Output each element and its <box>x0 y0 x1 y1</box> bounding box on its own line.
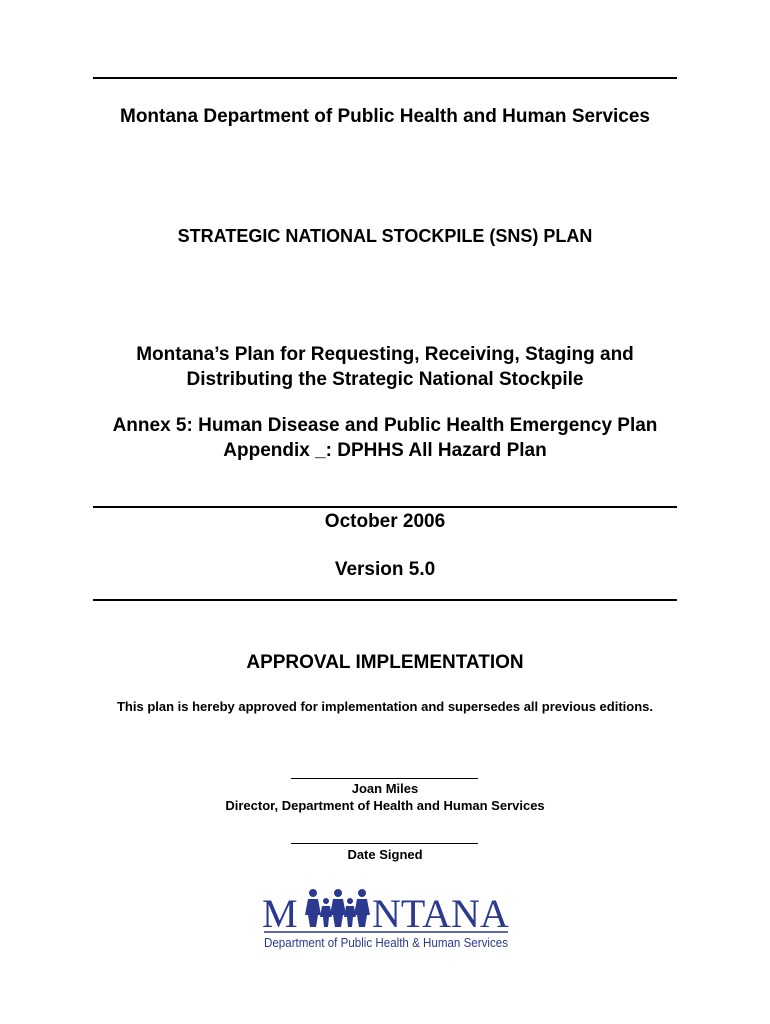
approval-statement: This plan is hereby approved for implementation and supersedes all previous editions. <box>116 699 653 714</box>
signer-name: Joan Miles <box>351 781 419 796</box>
montana-dphhs-logo <box>262 885 512 953</box>
plan-title: STRATEGIC NATIONAL STOCKPILE (SNS) PLAN <box>177 226 593 246</box>
approval-heading: APPROVAL IMPLEMENTATION <box>246 652 524 673</box>
logo-wordmark-end: NTANA <box>372 891 509 936</box>
subtitle-line-2: Distributing the Strategic National Stockpile <box>186 369 584 390</box>
version-text: Version 5.0 <box>334 559 436 580</box>
version-bottom-rule <box>93 599 677 601</box>
logo-letter-m: M <box>262 891 298 936</box>
annex-line-1: Annex 5: Human Disease and Public Health Emergency Plan <box>112 415 658 436</box>
family-figures-icon <box>305 889 370 927</box>
signature-line <box>291 778 478 779</box>
top-rule <box>93 77 677 79</box>
agency-title: Montana Department of Public Health and Human Services <box>120 106 650 127</box>
subtitle-line-1: Montana’s Plan for Requesting, Receiving, Staging and <box>136 344 634 365</box>
logo-graphic <box>262 885 512 953</box>
date-signed-label: Date Signed <box>347 847 423 862</box>
signer-title: Director, Department of Health and Human Services <box>225 798 545 813</box>
version-top-rule <box>93 506 677 508</box>
date-signed-line <box>291 843 478 844</box>
annex-line-2: Appendix _: DPHHS All Hazard Plan <box>223 440 547 461</box>
date-text: October 2006 <box>324 511 446 532</box>
logo-tagline: Department of Public Health & Human Services <box>264 936 508 950</box>
